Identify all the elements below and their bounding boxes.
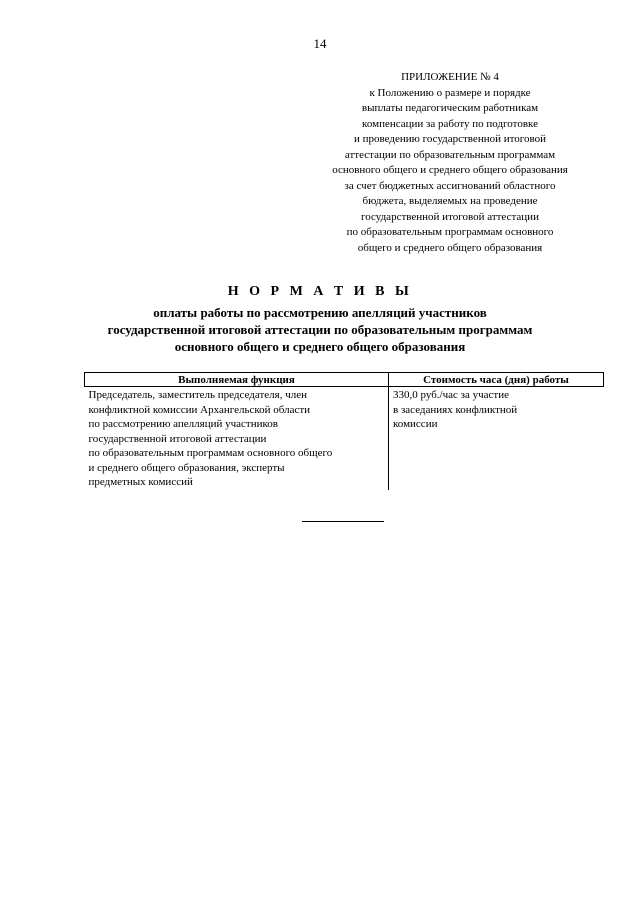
appendix-line: аттестации по образовательным программам [344, 148, 556, 161]
function-line: по образовательным программам основного общего [88, 447, 333, 459]
table-header-row [85, 373, 604, 387]
subtitle-line: государственной итоговой аттестации по образовательным программам [107, 322, 533, 337]
document-title: Н О Р М А Т И В Ы [227, 284, 413, 299]
subtitle-line: основного общего и среднего общего образования [174, 339, 466, 354]
document-subtitle [60, 304, 580, 355]
appendix-line: за счет бюджетных ассигнований областного [344, 179, 556, 192]
subtitle-line: оплаты работы по рассмотрению апелляций участников [153, 305, 487, 320]
appendix-line: и проведению государственной итоговой [353, 133, 547, 145]
cost-line: 330,0 руб./час за участие [393, 389, 510, 401]
function-line: и среднего общего образования, эксперты [88, 461, 285, 474]
appendix-line: бюджета, выделяемых на проведение [362, 195, 538, 207]
end-rule [302, 521, 384, 522]
function-line: по рассмотрению апелляций участников [88, 418, 278, 430]
appendix-line: общего и среднего общего образования [357, 241, 543, 254]
header-function: Выполняемая функция [85, 373, 389, 387]
header-cost: Стоимость часа (дня) работы [389, 373, 604, 387]
appendix-header [300, 70, 600, 256]
function-line: конфликтной комиссии Архангельской области [88, 403, 311, 416]
cost-cell [389, 387, 604, 490]
function-line: предметных комиссий [88, 476, 193, 488]
function-cell [85, 387, 389, 490]
appendix-line: по образовательным программам основного [346, 226, 554, 238]
appendix-line: государственной итоговой аттестации [361, 210, 539, 223]
page-number: 14 [313, 36, 327, 51]
table-row [85, 387, 604, 490]
appendix-line: к Положению о размере и порядке [369, 86, 531, 99]
function-line: Председатель, заместитель председателя, член [88, 389, 307, 401]
cost-line: в заседаниях конфликтной [393, 403, 518, 416]
appendix-line: выплаты педагогическим работникам [361, 102, 539, 114]
appendix-line: ПРИЛОЖЕНИЕ № 4 [401, 71, 499, 83]
cost-line: комиссии [393, 418, 438, 430]
appendix-line: основного общего и среднего общего образования [332, 164, 568, 176]
function-line: государственной итоговой аттестации [88, 432, 267, 445]
appendix-line: компенсации за работу по подготовке [362, 117, 538, 130]
norms-table [84, 372, 604, 490]
